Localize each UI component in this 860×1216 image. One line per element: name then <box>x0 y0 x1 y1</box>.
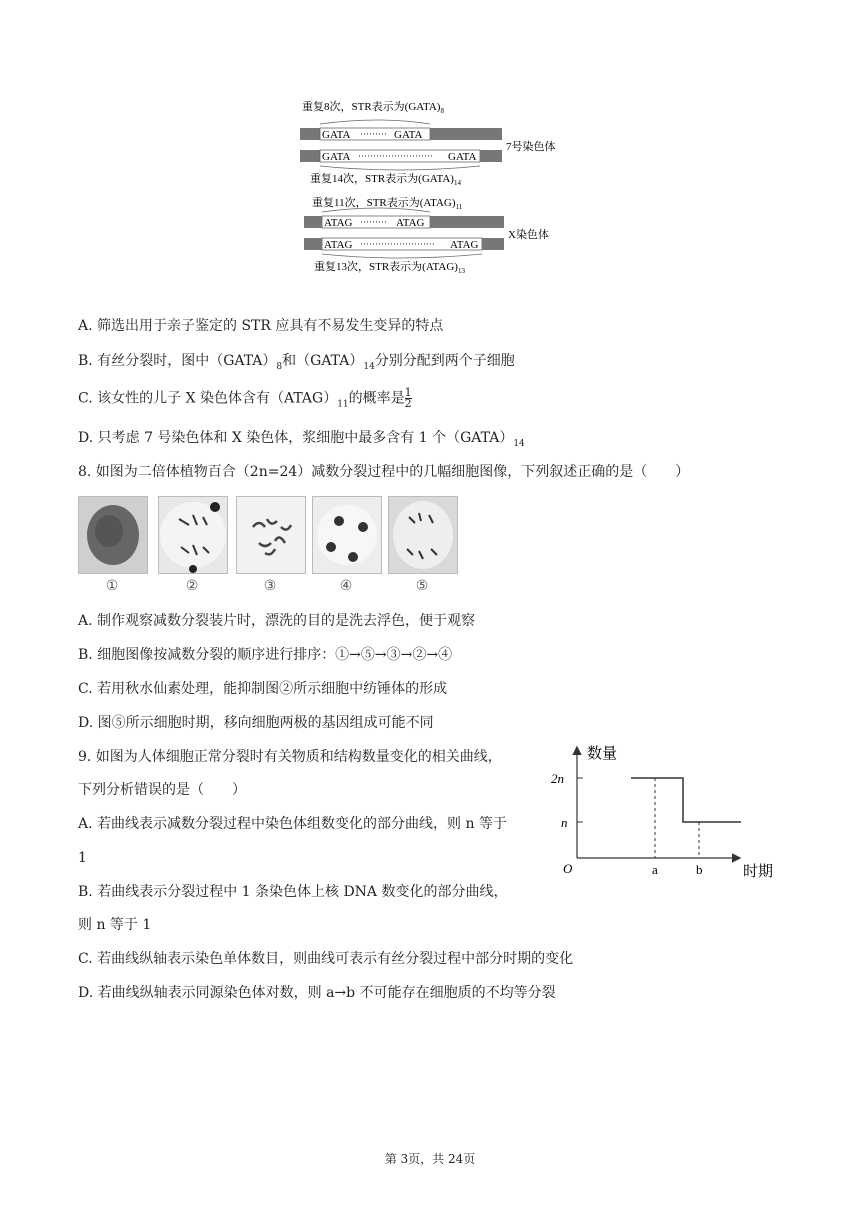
q7-option-b: B. 有丝分裂时，图中$(GATA)_8$和$(GATA)_{14}$分别分配到两个子细胞 <box>78 353 515 372</box>
y-tick-2n: 2n <box>551 771 564 786</box>
cell-label-5: ⑤ <box>415 578 429 594</box>
svg-text:·········: ········· <box>360 129 387 139</box>
svg-text:·········: ········· <box>360 217 387 227</box>
x-top-bar-left <box>304 216 322 228</box>
chr7-top-bar-left <box>300 128 320 140</box>
cell-image-5 <box>388 496 458 574</box>
q9-option-b: B. 若曲线表示分裂过程中 1 条染色体上核 DNA 数变化的部分曲线， <box>78 884 508 900</box>
x-top-bar-right <box>430 216 504 228</box>
q8-stem: 8. 如图为二倍体植物百合（2n=24）减数分裂过程中的几幅细胞图像，下列叙述正确的是（ ） <box>78 464 690 480</box>
cell-image-2 <box>158 496 228 574</box>
svg-text:GATA: GATA <box>448 151 477 163</box>
q7-option-c: C. 该女性的儿子 X 染色体含有$(ATAG)_{11}$的概率是 $\frac{1}{2}$ <box>78 386 412 410</box>
q9-option-a: A. 若曲线表示减数分裂过程中染色体组数变化的部分曲线，则 n 等于 <box>78 816 507 832</box>
q8-option-c: C. 若用秋水仙素处理，能抑制图②所示细胞中纺锤体的形成 <box>78 681 448 697</box>
y-tick-n: n <box>561 815 568 830</box>
svg-text:ATAG: ATAG <box>324 217 353 229</box>
cell-label-2: ② <box>185 578 199 594</box>
chr7-label: 7号染色体 <box>506 141 556 153</box>
q8-option-b: B. 细胞图像按减数分裂的顺序进行排序：①→⑤→③→②→④ <box>78 647 453 663</box>
svg-text:GATA: GATA <box>394 129 423 141</box>
chr7-bottom-caption: 重复14次，STR表示为$(GATA)_{14}$ <box>310 173 461 187</box>
cell-image-3 <box>236 496 306 574</box>
q9-stem-2: 下列分析错误的是（ ） <box>78 782 246 798</box>
x-bottom-caption: 重复13次，STR表示为$(ATAG)_{13}$ <box>314 261 465 275</box>
q9-option-d: D. 若曲线纵轴表示同源染色体对数，则 a→b 不可能存在细胞质的不均等分裂 <box>78 985 556 1001</box>
x-tick-a: a <box>652 862 658 877</box>
x-top-caption: 重复11次，STR表示为$(ATAG)_{11}$ <box>312 197 463 211</box>
chr7-bottom-bar-left <box>300 150 320 162</box>
fraction: $\frac{1}{2}$ <box>404 386 412 410</box>
svg-text:ATAG: ATAG <box>396 217 425 229</box>
chr7-top-caption: 重复8次，STR表示为$(GATA)_8$ <box>302 101 444 115</box>
chr7-bottom-bar-right <box>480 150 502 162</box>
x-bottom-bar-left <box>304 238 322 250</box>
cell-label-3: ③ <box>263 578 277 594</box>
svg-text:·························: ························· <box>358 151 433 161</box>
q8-option-a: A. 制作观察减数分裂装片时，漂洗的目的是洗去浮色，便于观察 <box>78 613 476 629</box>
q7-option-a: A. 筛选出用于亲子鉴定的 STR 应具有不易发生变异的特点 <box>78 318 444 334</box>
cell-label-1: ① <box>105 578 119 594</box>
x-axis-label: 时期 <box>743 863 774 880</box>
series-line <box>631 778 741 822</box>
q7-option-d: D. 只考虑 7 号染色体和 X 染色体，浆细胞中最多含有 1 个$(GATA)_{14}$ <box>78 430 525 449</box>
svg-text:ATAG: ATAG <box>324 239 353 251</box>
svg-text:GATA: GATA <box>322 151 351 163</box>
x-label: X染色体 <box>508 229 549 241</box>
svg-text:ATAG: ATAG <box>450 239 479 251</box>
svg-text:GATA: GATA <box>322 129 351 141</box>
cell-image-1 <box>78 496 148 574</box>
q9-option-b-cont: 则 n 等于 1 <box>78 917 152 933</box>
quantity-chart <box>551 740 795 885</box>
q9-stem-1: 9. 如图为人体细胞正常分裂时有关物质和结构数量变化的相关曲线， <box>78 749 502 765</box>
y-axis-label: 数量 <box>587 745 618 762</box>
q8-option-d: D. 图⑤所示细胞时期，移向细胞两极的基因组成可能不同 <box>78 715 434 731</box>
chr7-top-bar-right <box>430 128 502 140</box>
page-footer: 第 3页，共 24页 <box>384 1152 476 1166</box>
x-bottom-bar-right <box>482 238 504 250</box>
svg-text:·························: ························· <box>360 239 435 249</box>
cell-label-4: ④ <box>339 578 353 594</box>
x-tick-b: b <box>696 862 703 877</box>
q9-option-c: C. 若曲线纵轴表示染色单体数目，则曲线可表示有丝分裂过程中部分时期的变化 <box>78 951 574 967</box>
str-figure <box>290 98 590 278</box>
cell-image-4 <box>312 496 382 574</box>
origin-label: O <box>563 861 573 876</box>
q9-option-a-cont: 1 <box>78 850 87 866</box>
